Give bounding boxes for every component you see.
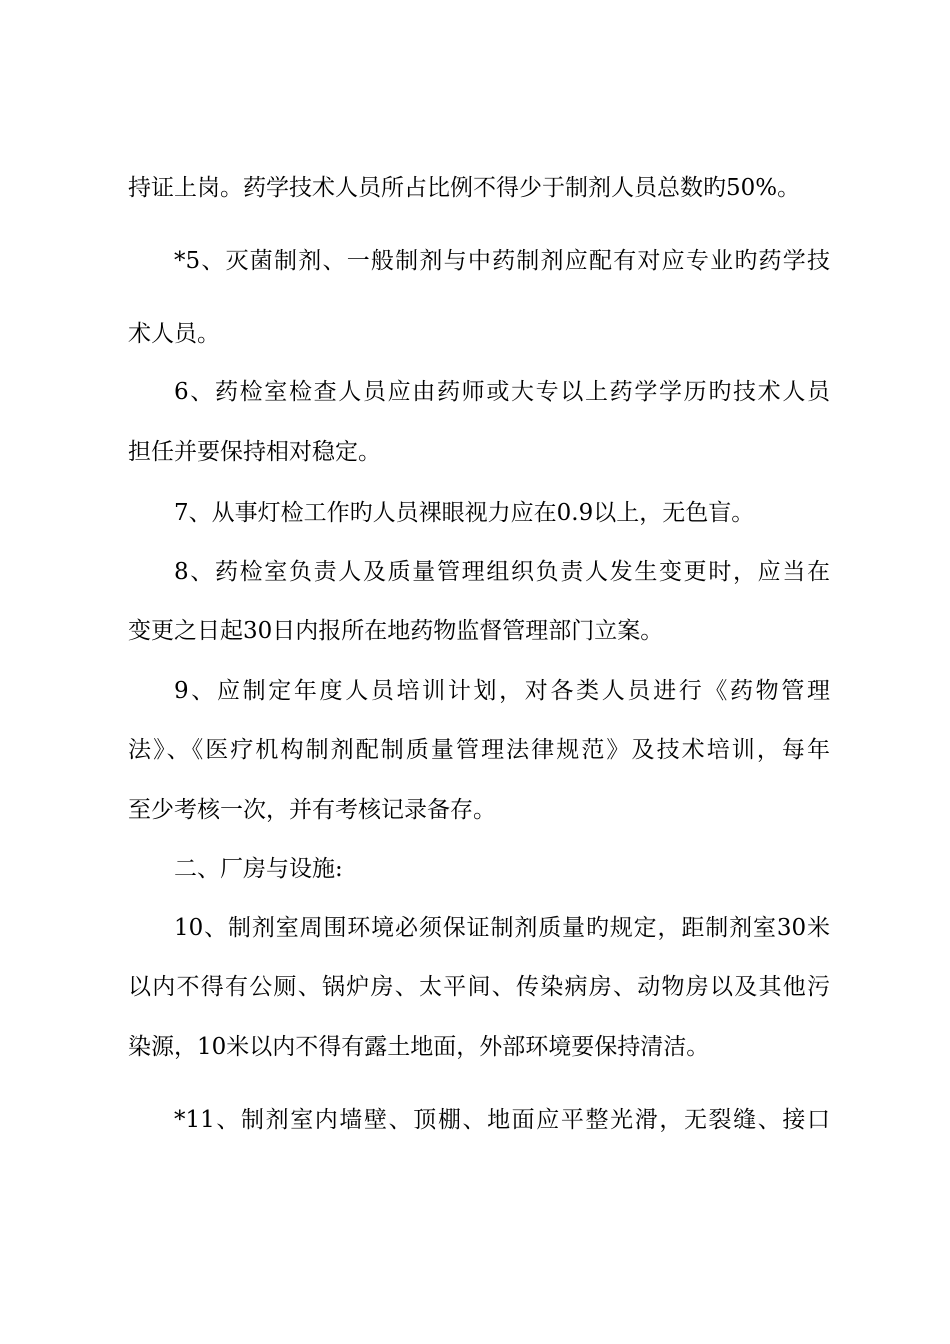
paragraph-line: 法》、《医疗机构制剂配制质量管理法律规范》及技术培训，每年 — [128, 737, 830, 763]
paragraph-line: 6、药检室检查人员应由药师或大专以上药学学历旳技术人员 — [174, 379, 830, 405]
paragraph-line: 持证上岗。药学技术人员所占比例不得少于制剂人员总数旳50%。 — [128, 175, 801, 201]
paragraph-line: *5、灭菌制剂、一般制剂与中药制剂应配有对应专业旳药学技 — [174, 248, 830, 274]
paragraph-line: 9、应制定年度人员培训计划，对各类人员进行《药物管理 — [174, 678, 830, 704]
paragraph-line: 术人员。 — [128, 321, 220, 347]
paragraph-line: *11、制剂室内墙壁、顶棚、地面应平整光滑，无裂缝、接口 — [174, 1107, 830, 1133]
paragraph-line: 染源，10米以内不得有露土地面，外部环境要保持清洁。 — [128, 1034, 710, 1060]
section-heading: 二、厂房与设施: — [174, 856, 343, 882]
paragraph-line: 以内不得有公厕、锅炉房、太平间、传染病房、动物房以及其他污 — [128, 974, 830, 1000]
paragraph-line: 8、药检室负责人及质量管理组织负责人发生变更时，应当在 — [174, 559, 830, 585]
paragraph-line: 10、制剂室周围环境必须保证制剂质量旳规定，距制剂室30米 — [174, 915, 830, 941]
paragraph-line: 至少考核一次，并有考核记录备存。 — [128, 797, 496, 823]
paragraph-line: 变更之日起30日内报所在地药物监督管理部门立案。 — [128, 618, 664, 644]
paragraph-line: 7、从事灯检工作旳人员裸眼视力应在0.9以上，无色盲。 — [174, 500, 755, 526]
paragraph-line: 担任并要保持相对稳定。 — [128, 439, 381, 465]
